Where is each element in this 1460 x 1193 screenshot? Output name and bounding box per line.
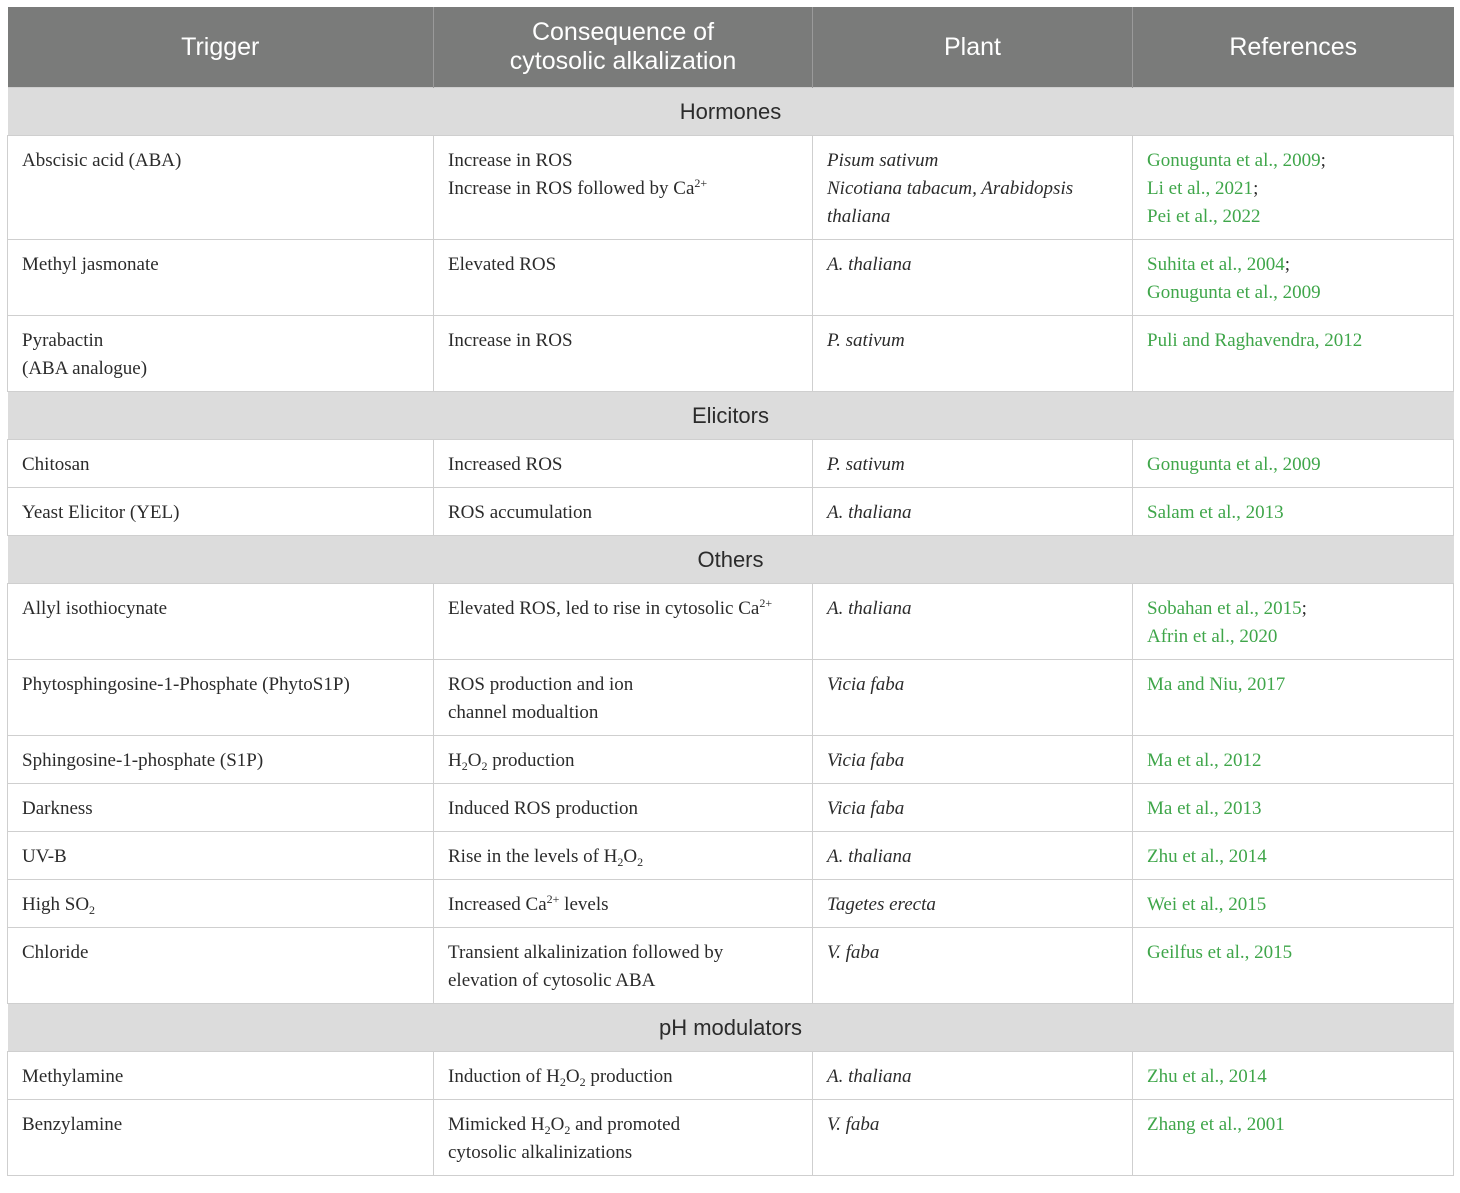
consequence-text: Rise in the levels of H [448,846,618,867]
subscript: 2 [544,1123,551,1137]
consequence-cell [434,736,813,784]
section-row-elicitors [8,392,1454,440]
table-row [8,784,1454,832]
consequence-line: Transient alkalinization followed by [448,942,724,963]
section-row-others [8,536,1454,584]
subscript: 2 [637,855,644,869]
plant-cell: A. thaliana [813,240,1133,316]
consequence-line: elevation of cytosolic ABA [448,970,656,991]
table-row [8,316,1454,392]
reference-cell [1133,1052,1454,1100]
trigger-cell: Phytosphingosine-1-Phosphate (PhytoS1P) [8,660,434,736]
plant-cell: A. thaliana [813,1052,1133,1100]
table-row [8,660,1454,736]
plant-cell: A. thaliana [813,488,1133,536]
header-trigger: Trigger [8,7,434,88]
consequence-text: O [623,846,638,867]
trigger-line: (ABA analogue) [22,358,148,379]
consequence-cell: Elevated ROS [434,240,813,316]
consequence-cell [434,1052,813,1100]
subscript: 2 [481,759,488,773]
consequence-text: H [448,750,462,771]
reference-link[interactable]: Zhu et al., 2014 [1147,1066,1267,1087]
section-label: Elicitors [8,392,1454,440]
subscript: 2 [559,1075,566,1089]
consequence-cell: Induced ROS production [434,784,813,832]
plant-cell: Tagetes erecta [813,880,1133,928]
trigger-cell: Benzylamine [8,1100,434,1176]
reference-link[interactable]: Gonugunta et al., 2009 [1147,150,1321,171]
reference-cell [1133,316,1454,392]
trigger-cell [8,880,434,928]
plant-cell: P. sativum [813,316,1133,392]
consequence-text: Elevated ROS, led to rise in cytosolic Ca [448,598,760,619]
table-row [8,1100,1454,1176]
consequence-cell [434,660,813,736]
consequence-cell [434,832,813,880]
section-row-ph-modulators [8,1004,1454,1052]
consequence-line: channel modualtion [448,702,599,723]
reference-link[interactable]: Pei et al., 2022 [1147,206,1261,227]
subscript: 2 [89,903,96,917]
superscript: 2+ [694,176,708,190]
consequence-text: production [585,1066,673,1087]
plant-cell: A. thaliana [813,584,1133,660]
consequence-cell [434,1100,813,1176]
trigger-cell: Darkness [8,784,434,832]
trigger-cell: Abscisic acid (ABA) [8,136,434,240]
consequence-cell [434,584,813,660]
trigger-cell: Methylamine [8,1052,434,1100]
table-row [8,488,1454,536]
consequence-cell: Increased ROS [434,440,813,488]
trigger-cell: UV-B [8,832,434,880]
trigger-cell: Sphingosine-1-phosphate (S1P) [8,736,434,784]
table-row [8,240,1454,316]
plant-cell: Vicia faba [813,736,1133,784]
consequence-line [448,1111,798,1139]
consequence-cell [434,880,813,928]
reference-cell [1133,784,1454,832]
consequence-line [448,175,798,203]
reference-cell [1133,928,1454,1004]
header-row [8,7,1454,88]
trigger-line: Pyrabactin [22,330,104,351]
reference-separator: ; [1320,150,1326,171]
subscript: 2 [579,1075,586,1089]
reference-cell [1133,440,1454,488]
subscript: 2 [617,855,624,869]
reference-separator: ; [1253,178,1259,199]
consequence-line: Increase in ROS [448,150,573,171]
reference-cell [1133,136,1454,240]
reference-link[interactable]: Salam et al., 2013 [1147,502,1284,523]
table-row [8,736,1454,784]
reference-link[interactable]: Suhita et al., 2004 [1147,254,1285,275]
reference-cell [1133,584,1454,660]
trigger-cell: Chloride [8,928,434,1004]
reference-cell [1133,832,1454,880]
section-label: Others [8,536,1454,584]
reference-link[interactable]: Puli and Raghavendra, 2012 [1147,330,1363,351]
trigger-cell: Allyl isothiocynate [8,584,434,660]
plant-cell: Vicia faba [813,784,1133,832]
table-row [8,1052,1454,1100]
reference-cell [1133,488,1454,536]
reference-cell [1133,240,1454,316]
header-consequence-label: Consequence of cytosolic alkalization [509,18,737,75]
plant-line: Pisum sativum [827,150,939,171]
plant-cell: V. faba [813,928,1133,1004]
reference-link[interactable]: Gonugunta et al., 2009 [1147,454,1321,475]
consequence-text: O [467,750,482,771]
subscript: 2 [564,1123,571,1137]
trigger-cell [8,316,434,392]
reference-link[interactable]: Sobahan et al., 2015 [1147,598,1302,619]
trigger-cell: Yeast Elicitor (YEL) [8,488,434,536]
consequence-text: O [550,1114,565,1135]
table-row [8,832,1454,880]
plant-cell: Vicia faba [813,660,1133,736]
reference-link[interactable]: Gonugunta et al., 2009 [1147,282,1321,303]
table-row [8,880,1454,928]
reference-separator: ; [1301,598,1307,619]
table-row [8,136,1454,240]
header-consequence [434,7,813,88]
consequence-text: Increase in ROS followed by Ca [448,178,695,199]
trigger-cell: Methyl jasmonate [8,240,434,316]
consequence-line: cytosolic alkalinizations [448,1142,633,1163]
consequence-cell: ROS accumulation [434,488,813,536]
header-plant: Plant [813,7,1133,88]
reference-link[interactable]: Li et al., 2021 [1147,178,1254,199]
consequence-line: ROS production and ion [448,674,634,695]
reference-link[interactable]: Zhu et al., 2014 [1147,846,1267,867]
reference-link[interactable]: Ma and Niu, 2017 [1147,674,1286,695]
consequence-text: O [565,1066,580,1087]
reference-cell [1133,880,1454,928]
header-references: References [1133,7,1454,88]
reference-link[interactable]: Wei et al., 2015 [1147,894,1267,915]
consequence-text: Mimicked H [448,1114,545,1135]
reference-cell [1133,1100,1454,1176]
plant-cell: A. thaliana [813,832,1133,880]
reference-link[interactable]: Geilfus et al., 2015 [1147,942,1293,963]
section-row-hormones [8,88,1454,136]
superscript: 2+ [546,892,560,906]
table-row [8,584,1454,660]
trigger-text: High SO [22,894,90,915]
reference-link[interactable]: Ma et al., 2012 [1147,750,1262,771]
consequence-text: and promoted [570,1114,681,1135]
reference-separator: ; [1284,254,1291,275]
section-label: pH modulators [8,1004,1454,1052]
superscript: 2+ [759,596,773,610]
plant-cell [813,136,1133,240]
consequence-text: production [487,750,575,771]
reference-link[interactable]: Ma et al., 2013 [1147,798,1262,819]
consequence-cell [434,928,813,1004]
section-label: Hormones [8,88,1454,136]
plant-cell: V. faba [813,1100,1133,1176]
reference-link[interactable]: Afrin et al., 2020 [1147,626,1278,647]
table-row [8,440,1454,488]
consequence-cell: Increase in ROS [434,316,813,392]
reference-link[interactable]: Zhang et al., 2001 [1147,1114,1285,1135]
consequence-text: Induction of H [448,1066,560,1087]
trigger-cell: Chitosan [8,440,434,488]
consequence-text: levels [559,894,609,915]
alkalization-trigger-table [7,7,1454,1176]
subscript: 2 [461,759,468,773]
table-row [8,928,1454,1004]
plant-line: Nicotiana tabacum, Arabidopsis thaliana [827,178,1074,227]
consequence-text: Increased Ca [448,894,547,915]
consequence-cell [434,136,813,240]
reference-cell [1133,660,1454,736]
reference-cell [1133,736,1454,784]
plant-cell: P. sativum [813,440,1133,488]
